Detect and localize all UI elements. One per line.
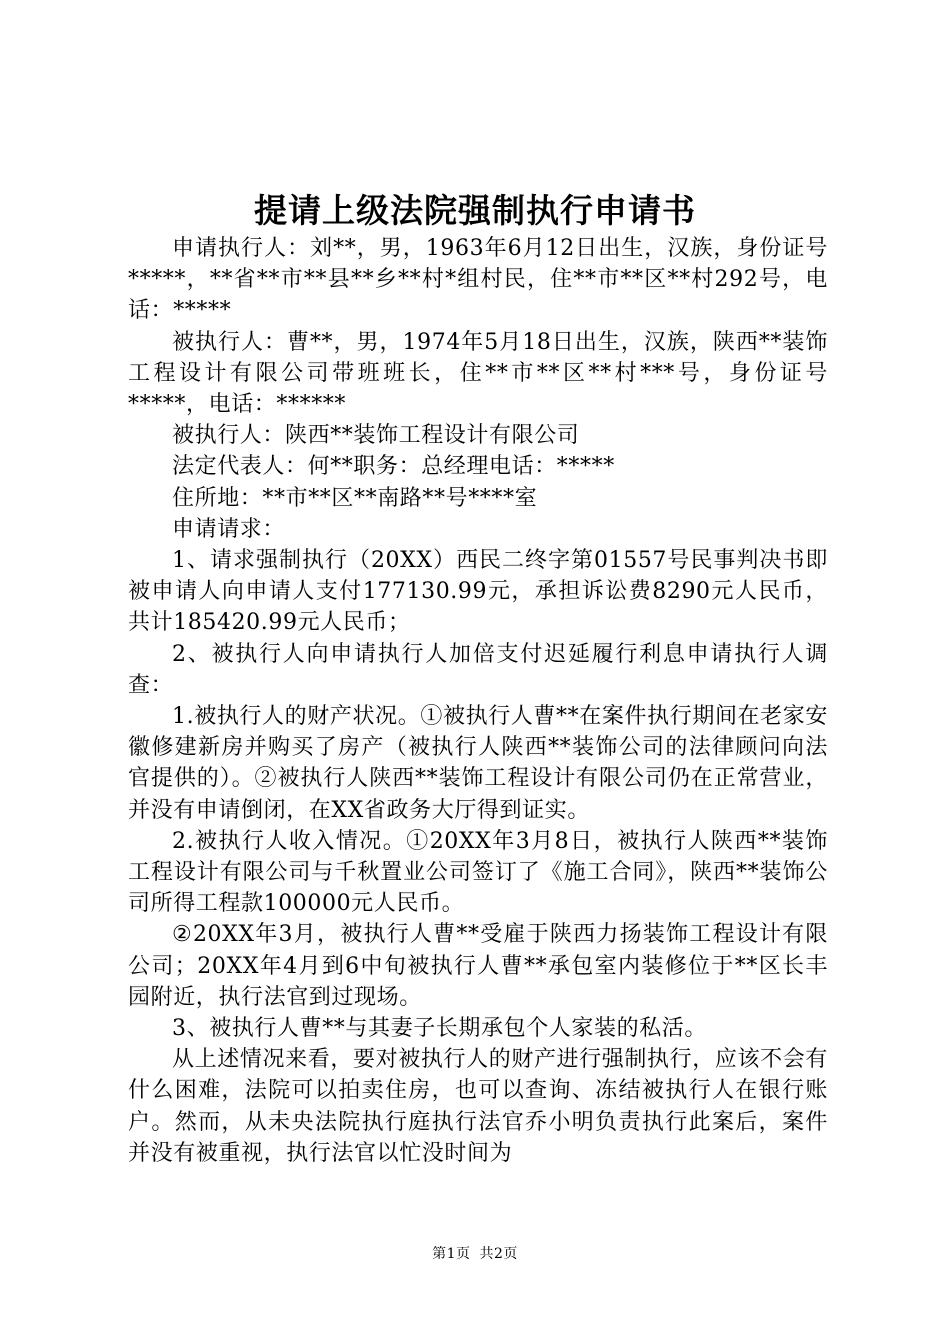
paragraph-applicant: 申请执行人：刘**，男，1963年6月12日出生，汉族，身份证号*****，**省**市**县**乡**村*组村民，住**市**区**村292号，电话：*****	[128, 236, 828, 324]
paragraph-respondent-person: 被执行人：曹**，男，1974年5月18日出生，汉族，陕西**装饰工程设计有限公司带班班长，住**市**区**村***号，身份证号*****，电话：******	[128, 329, 828, 418]
paragraph-request-2: 2、被执行人向申请执行人加倍支付迟延履行利息申请执行人调查：	[128, 641, 828, 698]
paragraph-request-heading: 申请请求：	[172, 516, 286, 542]
document-title: 提请上级法院强制执行申请书	[254, 191, 696, 230]
paragraph-private-work: 3、被执行人曹**与其妻子长期承包个人家装的私活。	[172, 1016, 707, 1042]
paragraph-request-1: 1、请求强制执行（20XX）西民二终字第01557号民事判决书即被申请人向申请人支付177130.99元，承担诉讼费8290元人民币，共计185420.99元人民币；	[128, 548, 828, 636]
page-number: 第1页	[432, 1246, 471, 1262]
paragraph-address: 住所地：**市**区**南路**号****室	[172, 485, 538, 511]
paragraph-legal-representative: 法定代表人：何**职务：总经理电话：*****	[172, 454, 615, 480]
paragraph-income-status: 2.被执行人收入情况。①20XX年3月8日，被执行人陕西**装饰工程设计有限公司与千秋置业公司签订了《施工合同》，陕西**装饰公司所得工程款100000元人民币。	[128, 828, 828, 917]
paragraph-property-status: 1.被执行人的财产状况。①被执行人曹**在案件执行期间在老家安徽修建新房并购买了房产（被执行人陕西**装饰公司的法律顾问向法官提供的）。②被执行人陕西**装饰工程设计有限公司仍在正常营业，并没有申请倒闭，在XX省政务大厅得到证实。	[128, 704, 828, 823]
paragraph-employment: ②20XX年3月，被执行人曹**受雇于陕西力扬装饰工程设计有限公司；20XX年4月到6中旬被执行人曹**承包室内装修位于**区长丰园附近，执行法官到过现场。	[128, 922, 828, 1010]
page-footer	[0, 1243, 950, 1263]
paragraph-conclusion: 从上述情况来看，要对被执行人的财产进行强制执行，应该不会有什么困难，法院可以拍卖住房，也可以查询、冻结被执行人在银行账户。然而，从未央法院执行庭执行法官乔小明负责执行此案后，案件并没有被重视，执行法官以忙没时间为	[128, 1047, 828, 1166]
document-body	[128, 233, 828, 1169]
page-total: 共2页	[479, 1246, 518, 1262]
paragraph-respondent-company: 被执行人：陕西**装饰工程设计有限公司	[172, 423, 580, 449]
